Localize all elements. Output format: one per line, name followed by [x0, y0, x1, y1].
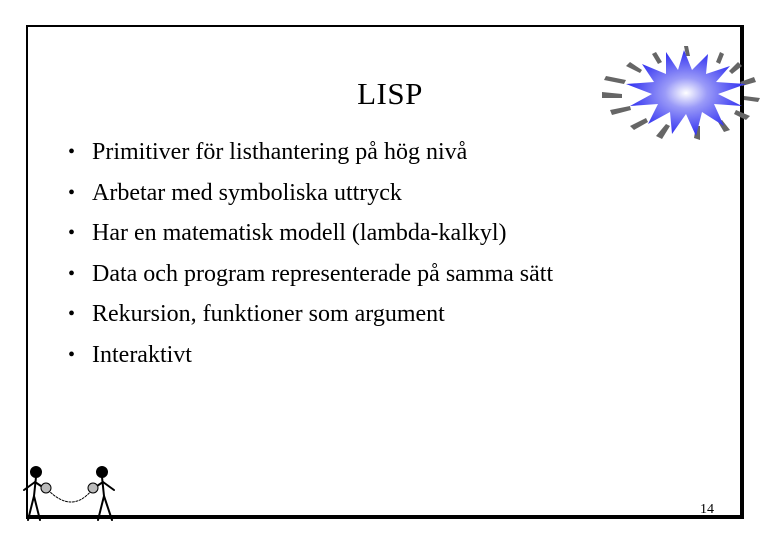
bullet-dot: •: [68, 303, 76, 325]
bullet-text: Rekursion, funktioner som argument: [92, 301, 445, 327]
two-figures-graphic: [20, 462, 130, 524]
bullet-text: Interaktivt: [92, 341, 192, 368]
bullet-dot: •: [68, 262, 76, 285]
bullet-item: [68, 294, 553, 335]
bullet-item: [68, 132, 553, 173]
bullet-text: Arbetar med symboliska uttryck: [92, 179, 402, 206]
starburst-graphic: [596, 40, 772, 144]
bullet-dot: •: [68, 222, 76, 244]
page-number: 14: [700, 502, 714, 517]
bullet-text: Primitiver för listhantering på hög nivå: [92, 139, 468, 165]
slide-title: LISP: [357, 76, 423, 111]
bullet-dot: •: [68, 181, 76, 204]
bullet-item: [68, 213, 553, 254]
bullet-list: [68, 132, 553, 375]
bullet-item: [68, 254, 553, 295]
bullet-item: [68, 173, 553, 214]
bullet-dot: •: [68, 141, 76, 163]
bullet-dot: •: [68, 343, 76, 366]
bullet-text: Data och program representerade på samma sätt: [92, 260, 554, 287]
bullet-item: [68, 335, 553, 376]
bullet-text: Har en matematisk modell (lambda-kalkyl): [92, 220, 507, 246]
